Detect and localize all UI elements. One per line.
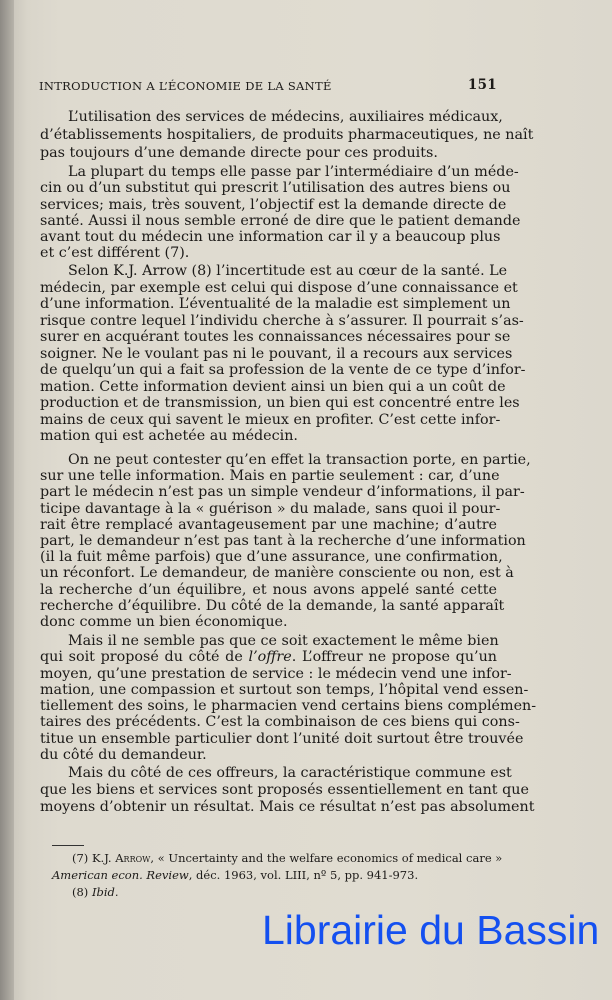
text-line: sur une telle information. Mais en partie seulement : car, d’une xyxy=(40,468,500,485)
footnote-8 xyxy=(52,884,482,901)
running-header xyxy=(39,79,497,93)
text-line: tiellement des soins, le pharmacien vend certains biens complémen- xyxy=(40,698,537,715)
text-line: production et de transmission, un bien qui est concentré entre les xyxy=(40,395,520,411)
paragraph xyxy=(40,263,526,445)
running-title: INTRODUCTION A L’ÉCONOMIE DE LA SANTÉ xyxy=(39,79,332,93)
paragraph xyxy=(40,633,537,764)
footnote-7-journal: American econ. Review xyxy=(52,868,189,882)
footnote-7-title: , « Uncertainty and the welfare economics of medical care » xyxy=(150,851,503,865)
text-line: et c’est différent (7). xyxy=(40,245,190,262)
text-line: L’utilisation des services de médecins, auxiliaires médicaux, xyxy=(68,109,503,125)
text-line: santé. Aussi il nous semble erroné de dire que le patient demande xyxy=(40,212,521,229)
text-line: pas toujours d’une demande directe pour ces produits. xyxy=(40,145,438,161)
text-line: mation. Cette information devient ainsi un bien qui a un coût de xyxy=(40,378,506,395)
text-line: du côté du demandeur. xyxy=(40,747,207,764)
text-line: La plupart du temps elle passe par l’intermédiaire d’un méde- xyxy=(68,164,519,180)
text-line: médecin, par exemple est celui qui dispose d’une connaissance et xyxy=(40,279,518,296)
watermark: Librairie du Bassin xyxy=(262,907,600,953)
footnote-7-author: Arrow xyxy=(115,851,151,865)
text-line: recherche d’équilibre. Du côté de la demande, la santé apparaît xyxy=(40,597,505,614)
text-line: la recherche d’un équilibre, et nous avons appelé santé cette xyxy=(40,581,497,598)
text-line: Selon K.J. Arrow (8) l’incertitude est au cœur de la santé. Le xyxy=(68,263,508,279)
paragraph xyxy=(40,452,531,631)
text-line: que les biens et services sont proposés essentiellement en tant que xyxy=(40,782,529,798)
text-line: d’une information. L’éventualité de la maladie est simplement un xyxy=(40,296,511,312)
text-line: d’établissements hospitaliers, de produits pharmaceutiques, ne naît xyxy=(40,127,534,143)
footnotes xyxy=(52,850,503,901)
text-line: surer en acquérant toutes les connaissances nécessaires pour se xyxy=(40,329,511,345)
text-line: risque contre lequel l’individu cherche à s’assurer. Il pourrait s’as- xyxy=(40,312,524,329)
text-line: Mais du côté de ces offreurs, la caractéristique commune est xyxy=(68,765,512,781)
text-line: taires des précédents. C’est la combinaison de ces biens qui cons- xyxy=(40,714,520,731)
paragraph xyxy=(40,108,534,162)
text-line: donc comme un bien économique. xyxy=(40,614,288,631)
text-line: mains de ceux qui savent le mieux en profiter. C’est cette infor- xyxy=(40,411,501,428)
paragraph xyxy=(40,765,535,816)
text-line: Mais il ne semble pas que ce soit exactement le même bien xyxy=(68,633,499,649)
text-line: rait être remplacé avantageusement par une machine; d’autre xyxy=(40,516,497,533)
footnote-7-line-1 xyxy=(52,850,503,867)
footnote-rule xyxy=(52,845,84,846)
emphasis: l’offre xyxy=(248,649,292,666)
text-line: moyen, qu’une prestation de service : le médecin vend une infor- xyxy=(40,665,512,682)
text-line: part le médecin n’est pas un simple vendeur d’informations, il par- xyxy=(40,484,525,501)
page-number: 151 xyxy=(467,77,497,93)
page-edge-shadow xyxy=(0,0,14,1000)
text-line: On ne peut contester qu’en effet la transaction porte, en partie, xyxy=(68,452,531,468)
footnote-8-number: (8) xyxy=(72,885,92,899)
text-line: un réconfort. Le demandeur, de manière consciente ou non, est à xyxy=(40,565,514,582)
text-line: avant tout du médecin une information car il y a beaucoup plus xyxy=(40,229,501,246)
paragraph xyxy=(40,164,521,262)
text-line: services; mais, très souvent, l’objectif est la demande directe de xyxy=(40,196,507,213)
footnote-8-text: Ibid. xyxy=(91,885,119,899)
text-line: part, le demandeur n’est pas tant à la recherche d’une information xyxy=(40,533,526,550)
text-line: cin ou d’un substitut qui prescrit l’utilisation des autres biens ou xyxy=(40,180,511,197)
text-line: titue un ensemble particulier dont l’unité doit surtout être trouvée xyxy=(40,730,524,747)
text-line: soigner. Ne le voulant pas ni le pouvant, il a recours aux services xyxy=(40,345,513,362)
footnote-7-details: , déc. 1963, vol. LIII, nº 5, pp. 941-973. xyxy=(188,868,419,882)
text-line: moyens d’obtenir un résultat. Mais ce résultat n’est pas absolument xyxy=(40,799,535,815)
text-line: mation qui est achetée au médecin. xyxy=(40,428,298,444)
text-line: qui soit proposé du côté de l’offre. L’offreur ne propose qu’un xyxy=(40,649,498,666)
text-line: de quelqu’un qui a fait sa profession de la vente de ce type d’infor- xyxy=(40,362,526,378)
text-line: (il la fuit même parfois) que d’une assurance, une confirmation, xyxy=(40,549,503,566)
footnote-7-line-2 xyxy=(52,867,482,884)
footnote-7-number: (7) K.J. xyxy=(72,851,116,865)
text-line: mation, une compassion et surtout son temps, l’hôpital vend essen- xyxy=(40,681,529,698)
text-line: ticipe davantage à la « guérison » du malade, sans quoi il pour- xyxy=(40,500,501,517)
